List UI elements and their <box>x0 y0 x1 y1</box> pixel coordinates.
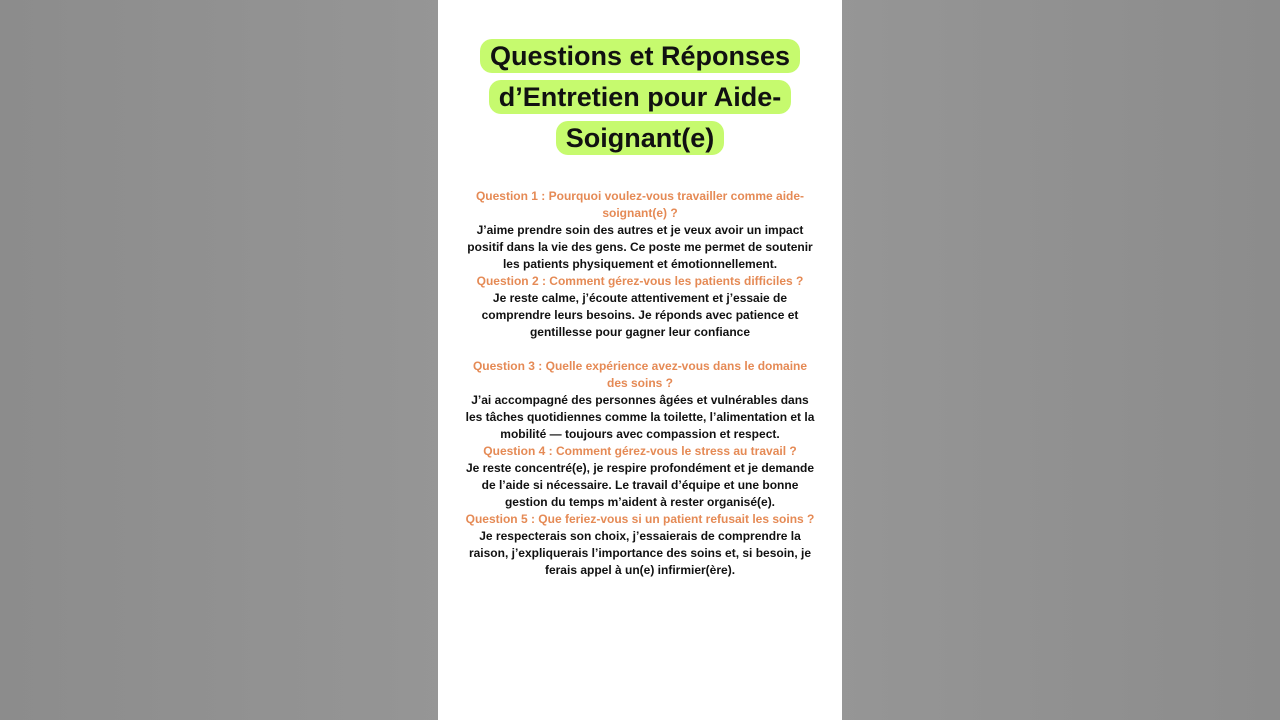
qa-list <box>464 188 816 579</box>
answer-5: Je respecterais son choix, j’essaierais de comprendre la raison, j’expliquerais l’importance des soins et, si besoin, je ferais appel à un(e) infirmier(ère). <box>468 529 812 577</box>
question-5: Question 5 : Que feriez-vous si un patient refusait les soins ? <box>465 512 815 526</box>
page-title <box>460 36 820 159</box>
question-1: Question 1 : Pourquoi voulez-vous travailler comme aide-soignant(e) ? <box>475 189 805 220</box>
video-panel <box>438 0 842 720</box>
question-2: Question 2 : Comment gérez-vous les patients difficiles ? <box>476 274 804 288</box>
answer-2: Je reste calme, j’écoute attentivement et j’essaie de comprendre leurs besoins. Je réponds avec patience et gentillesse pour gagner leur confiance <box>481 291 799 339</box>
answer-4: Je reste concentré(e), je respire profondément et je demande de l’aide si nécessaire. Le travail d’équipe et une bonne gestion du temps m’aident à rester organisé(e). <box>465 461 815 509</box>
question-4: Question 4 : Comment gérez-vous le stress au travail ? <box>483 444 797 458</box>
title-text: Questions et Réponses d’Entretien pour Aide-Soignant(e) <box>480 39 800 155</box>
question-3: Question 3 : Quelle expérience avez-vous dans le domaine des soins ? <box>472 359 808 390</box>
answer-1: J’aime prendre soin des autres et je veux avoir un impact positif dans la vie des gens. Ce poste me permet de soutenir les patients physiquement et émotionnellement. <box>467 223 813 271</box>
spacer <box>464 341 816 358</box>
answer-3: J’ai accompagné des personnes âgées et vulnérables dans les tâches quotidiennes comme la toilette, l’alimentation et la mobilité — toujours avec compassion et respect. <box>465 393 815 441</box>
